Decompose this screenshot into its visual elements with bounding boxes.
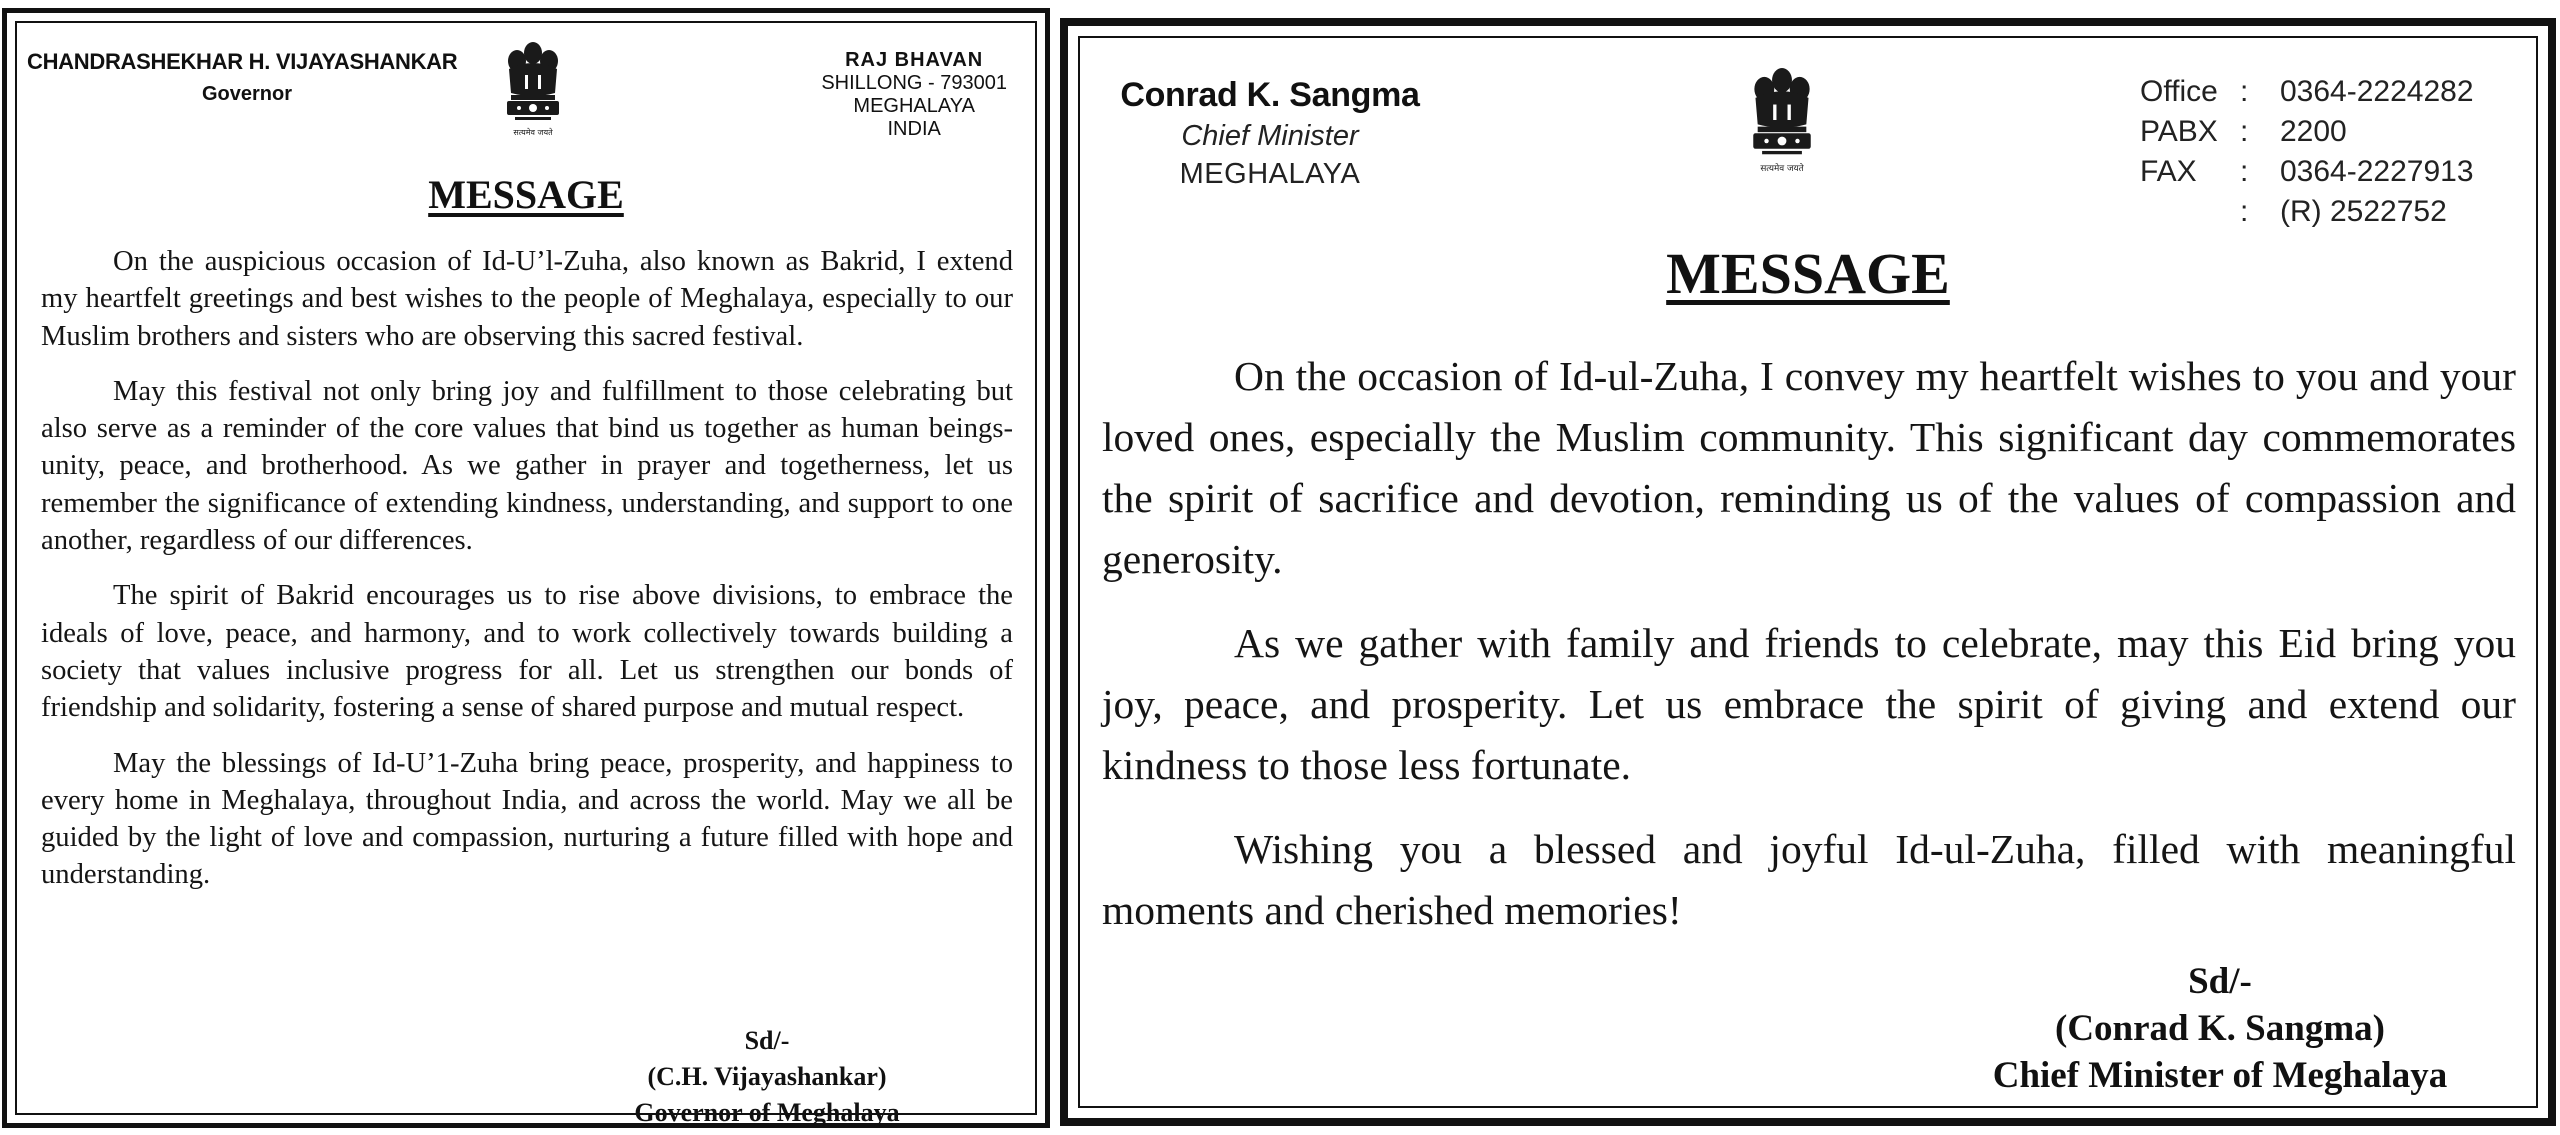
chief-minister-state: MEGHALAYA [1179,158,1361,190]
chief-minister-signature-block [1900,958,2540,1099]
contact-row [2140,152,2474,192]
contact-value: 0364-2227913 [2280,155,2474,188]
contact-separator: : [2240,115,2249,148]
body-paragraph: May the blessings of Id-U’1-Zuha bring peace, prosperity, and happiness to every home in Meghalaya, throughout India, and across the world. May we all be guided by the light of love and compassion, nurturing a future filled with hope and understanding. [41,747,1013,891]
body-paragraph: On the auspicious occasion of Id-U’l-Zuha, also known as Bakrid, I extend my heartfelt greetings and best wishes to the people of Meghalaya, especially to our Muslim brothers and sisters who are observing this sacred festival. [41,246,1013,352]
chief-minister-contact-block [2140,72,2474,232]
contact-row [2140,112,2474,152]
chief-minister-message-body [1102,346,2516,964]
governor-message-heading: MESSAGE [428,172,624,217]
signature-designation: Chief Minister of Meghalaya [1992,1055,2448,1096]
contact-label: PABX [2140,115,2218,148]
signature-sd: Sd/- [744,1026,790,1055]
contact-label: FAX [2140,155,2197,188]
contact-value: 0364-2224282 [2280,75,2474,108]
address-line: MEGHALAYA [853,95,975,117]
governor-message-body [41,243,1013,912]
contact-value: 2200 [2280,115,2347,148]
governor-message-panel [2,8,1050,1128]
body-paragraph: May this festival not only bring joy and fulfillment to those celebrating but also serve as a reminder of the core values that bind us together as human beings-unity, peace, and brotherhood. As we gather in prayer and togetherness, let us remember the significance of extending kindness, understanding, and support to one another, regardless of our differences. [41,375,1013,557]
body-paragraph: Wishing you a blessed and joyful Id-ul-Zuha, filled with meaningful moments and cherished memories! [1102,826,2516,933]
contact-value: (R) 2522752 [2280,195,2447,228]
body-paragraph: As we gather with family and friends to celebrate, may this Eid bring you joy, peace, and prosperity. Let us embrace the spirit of giving and extend our kindness to those less fortunate. [1102,620,2516,788]
governor-name: CHANDRASHEKHAR H. VIJAYASHANKAR [27,49,458,74]
address-line: SHILLONG - 793001 [821,72,1007,94]
address-line: RAJ BHAVAN [845,49,984,71]
governor-inner-border [15,21,1037,1127]
national-emblem-icon [1740,60,1824,180]
signature-name: (C.H. Vijayashankar) [647,1062,887,1091]
address-line: INDIA [887,118,941,140]
governor-signature-block [587,1023,947,1131]
contact-row [2140,72,2474,112]
body-paragraph: The spirit of Bakrid encourages us to rise above divisions, to embrace the ideals of love, peace, and harmony, and to work collectively towards building a society that values inclusive progress for all. Let us strengthen our bonds of friendship and solidarity, fostering a sense of shared purpose and mutual respect. [41,580,1013,724]
svg-text:सत्यमेव जयते: सत्यमेव जयते [513,128,553,137]
chief-minister-name: Conrad K. Sangma [1120,76,1420,114]
chief-minister-title: Chief Minister [1181,120,1359,152]
body-paragraph: On the occasion of Id-ul-Zuha, I convey my heartfelt wishes to you and your loved ones, especially the Muslim community. This significant day commemorates the spirit of sacrifice and devotion, reminding us of the values of compassion and generosity. [1102,353,2516,582]
contact-separator: : [2240,155,2249,188]
national-emblem-icon [495,35,571,143]
contact-separator: : [2240,195,2249,228]
signature-sd: Sd/- [2188,961,2252,1002]
chief-minister-message-heading: MESSAGE [1666,241,1950,306]
governor-title: Governor [201,83,293,105]
signature-designation: Governor of Meghalaya [634,1098,900,1127]
contact-row [2140,192,2474,232]
chief-minister-inner-border [1078,36,2538,1108]
signature-name: (Conrad K. Sangma) [2055,1008,2385,1049]
contact-separator: : [2240,75,2249,108]
svg-text:सत्यमेव जयते: सत्यमेव जयते [1760,163,1804,174]
raj-bhavan-address [821,49,1007,141]
contact-label: Office [2140,75,2218,108]
chief-minister-message-panel [1060,18,2556,1126]
